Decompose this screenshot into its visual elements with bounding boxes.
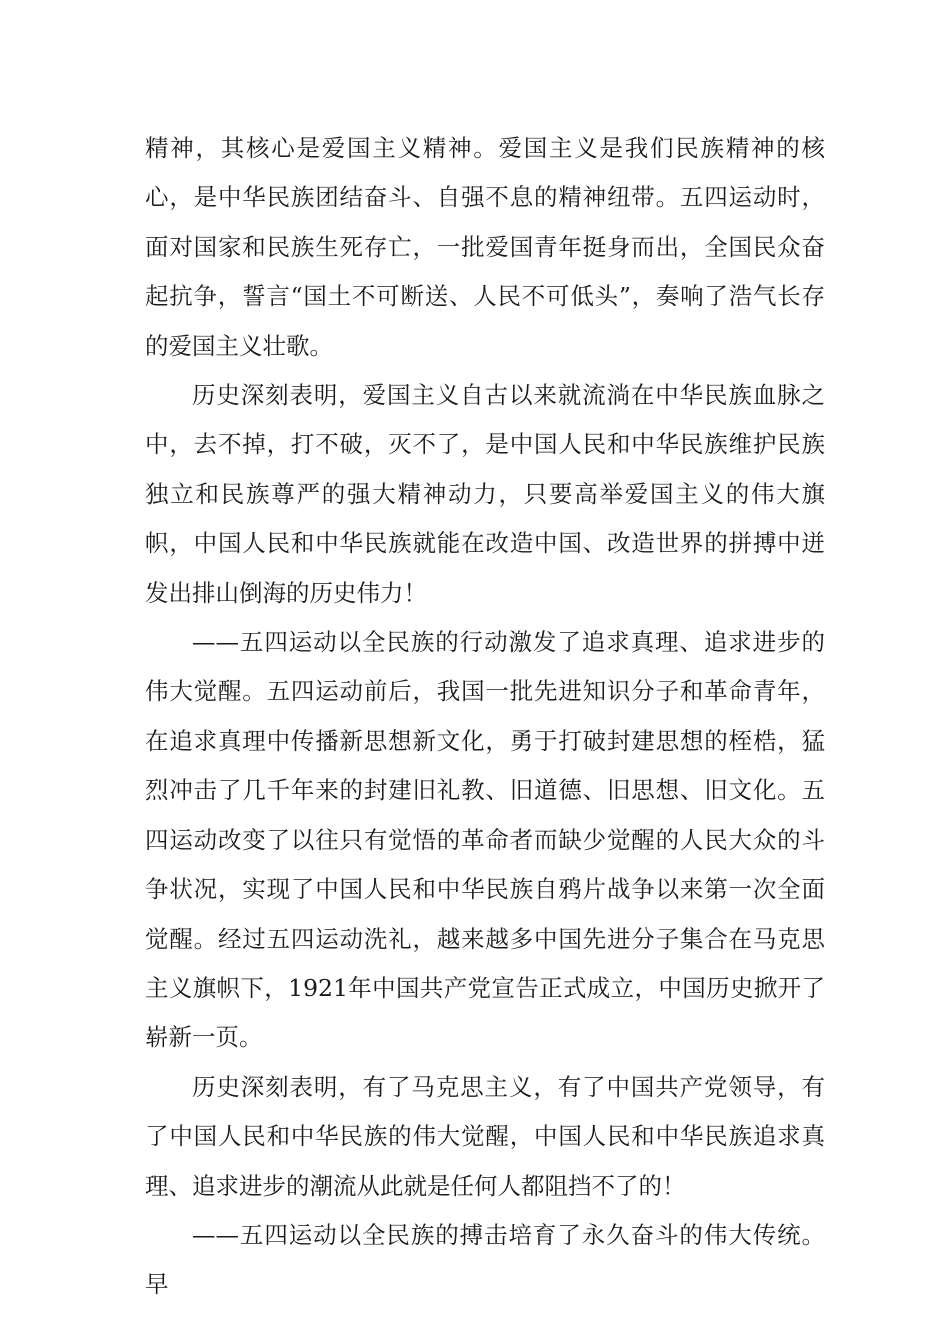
paragraph-4: 历史深刻表明，有了马克思主义，有了中国共产党领导，有了中国人民和中华民族的伟大觉醒，中国人民和中华民族追求真理、追求进步的潮流从此就是任何人都阻挡不了的！ [145,1072,825,1200]
paragraph-1: 精神，其核心是爱国主义精神。爱国主义是我们民族精神的核心，是中华民族团结奋斗、自强不息的精神纽带。五四运动时，面对国家和民族生死存亡，一批爱国青年挺身而出，全国民众奋起抗争，誓言“国土不可断送、人民不可低头”，奏响了浩气长存的爱国主义壮歌。 [145,134,825,360]
paragraph-2: 历史深刻表明，爱国主义自古以来就流淌在中华民族血脉之中，去不掉，打不破，灭不了，是中国人民和中华民族维护民族独立和民族尊严的强大精神动力，只要高举爱国主义的伟大旗帜，中国人民和中华民族就能在改造中国、改造世界的拼搏中迸发出排山倒海的历史伟力！ [145,381,825,607]
paragraph-5: ——五四运动以全民族的搏击培育了永久奋斗的伟大传统。早 [145,1220,825,1299]
document-body [145,124,825,1310]
paragraph-3: ——五四运动以全民族的行动激发了追求真理、追求进步的伟大觉醒。五四运动前后，我国一批先进知识分子和革命青年，在追求真理中传播新思想新文化，勇于打破封建思想的桎梏，猛烈冲击了几千年来的封建旧礼教、旧道德、旧思想、旧文化。五四运动改变了以往只有觉悟的革命者而缺少觉醒的人民大众的斗争状况，实现了中国人民和中华民族自鸦片战争以来第一次全面觉醒。经过五四运动洗礼，越来越多中国先进分子集合在马克思主义旗帜下，1921年中国共产党宣告正式成立，中国历史掀开了崭新一页。 [145,628,825,1052]
